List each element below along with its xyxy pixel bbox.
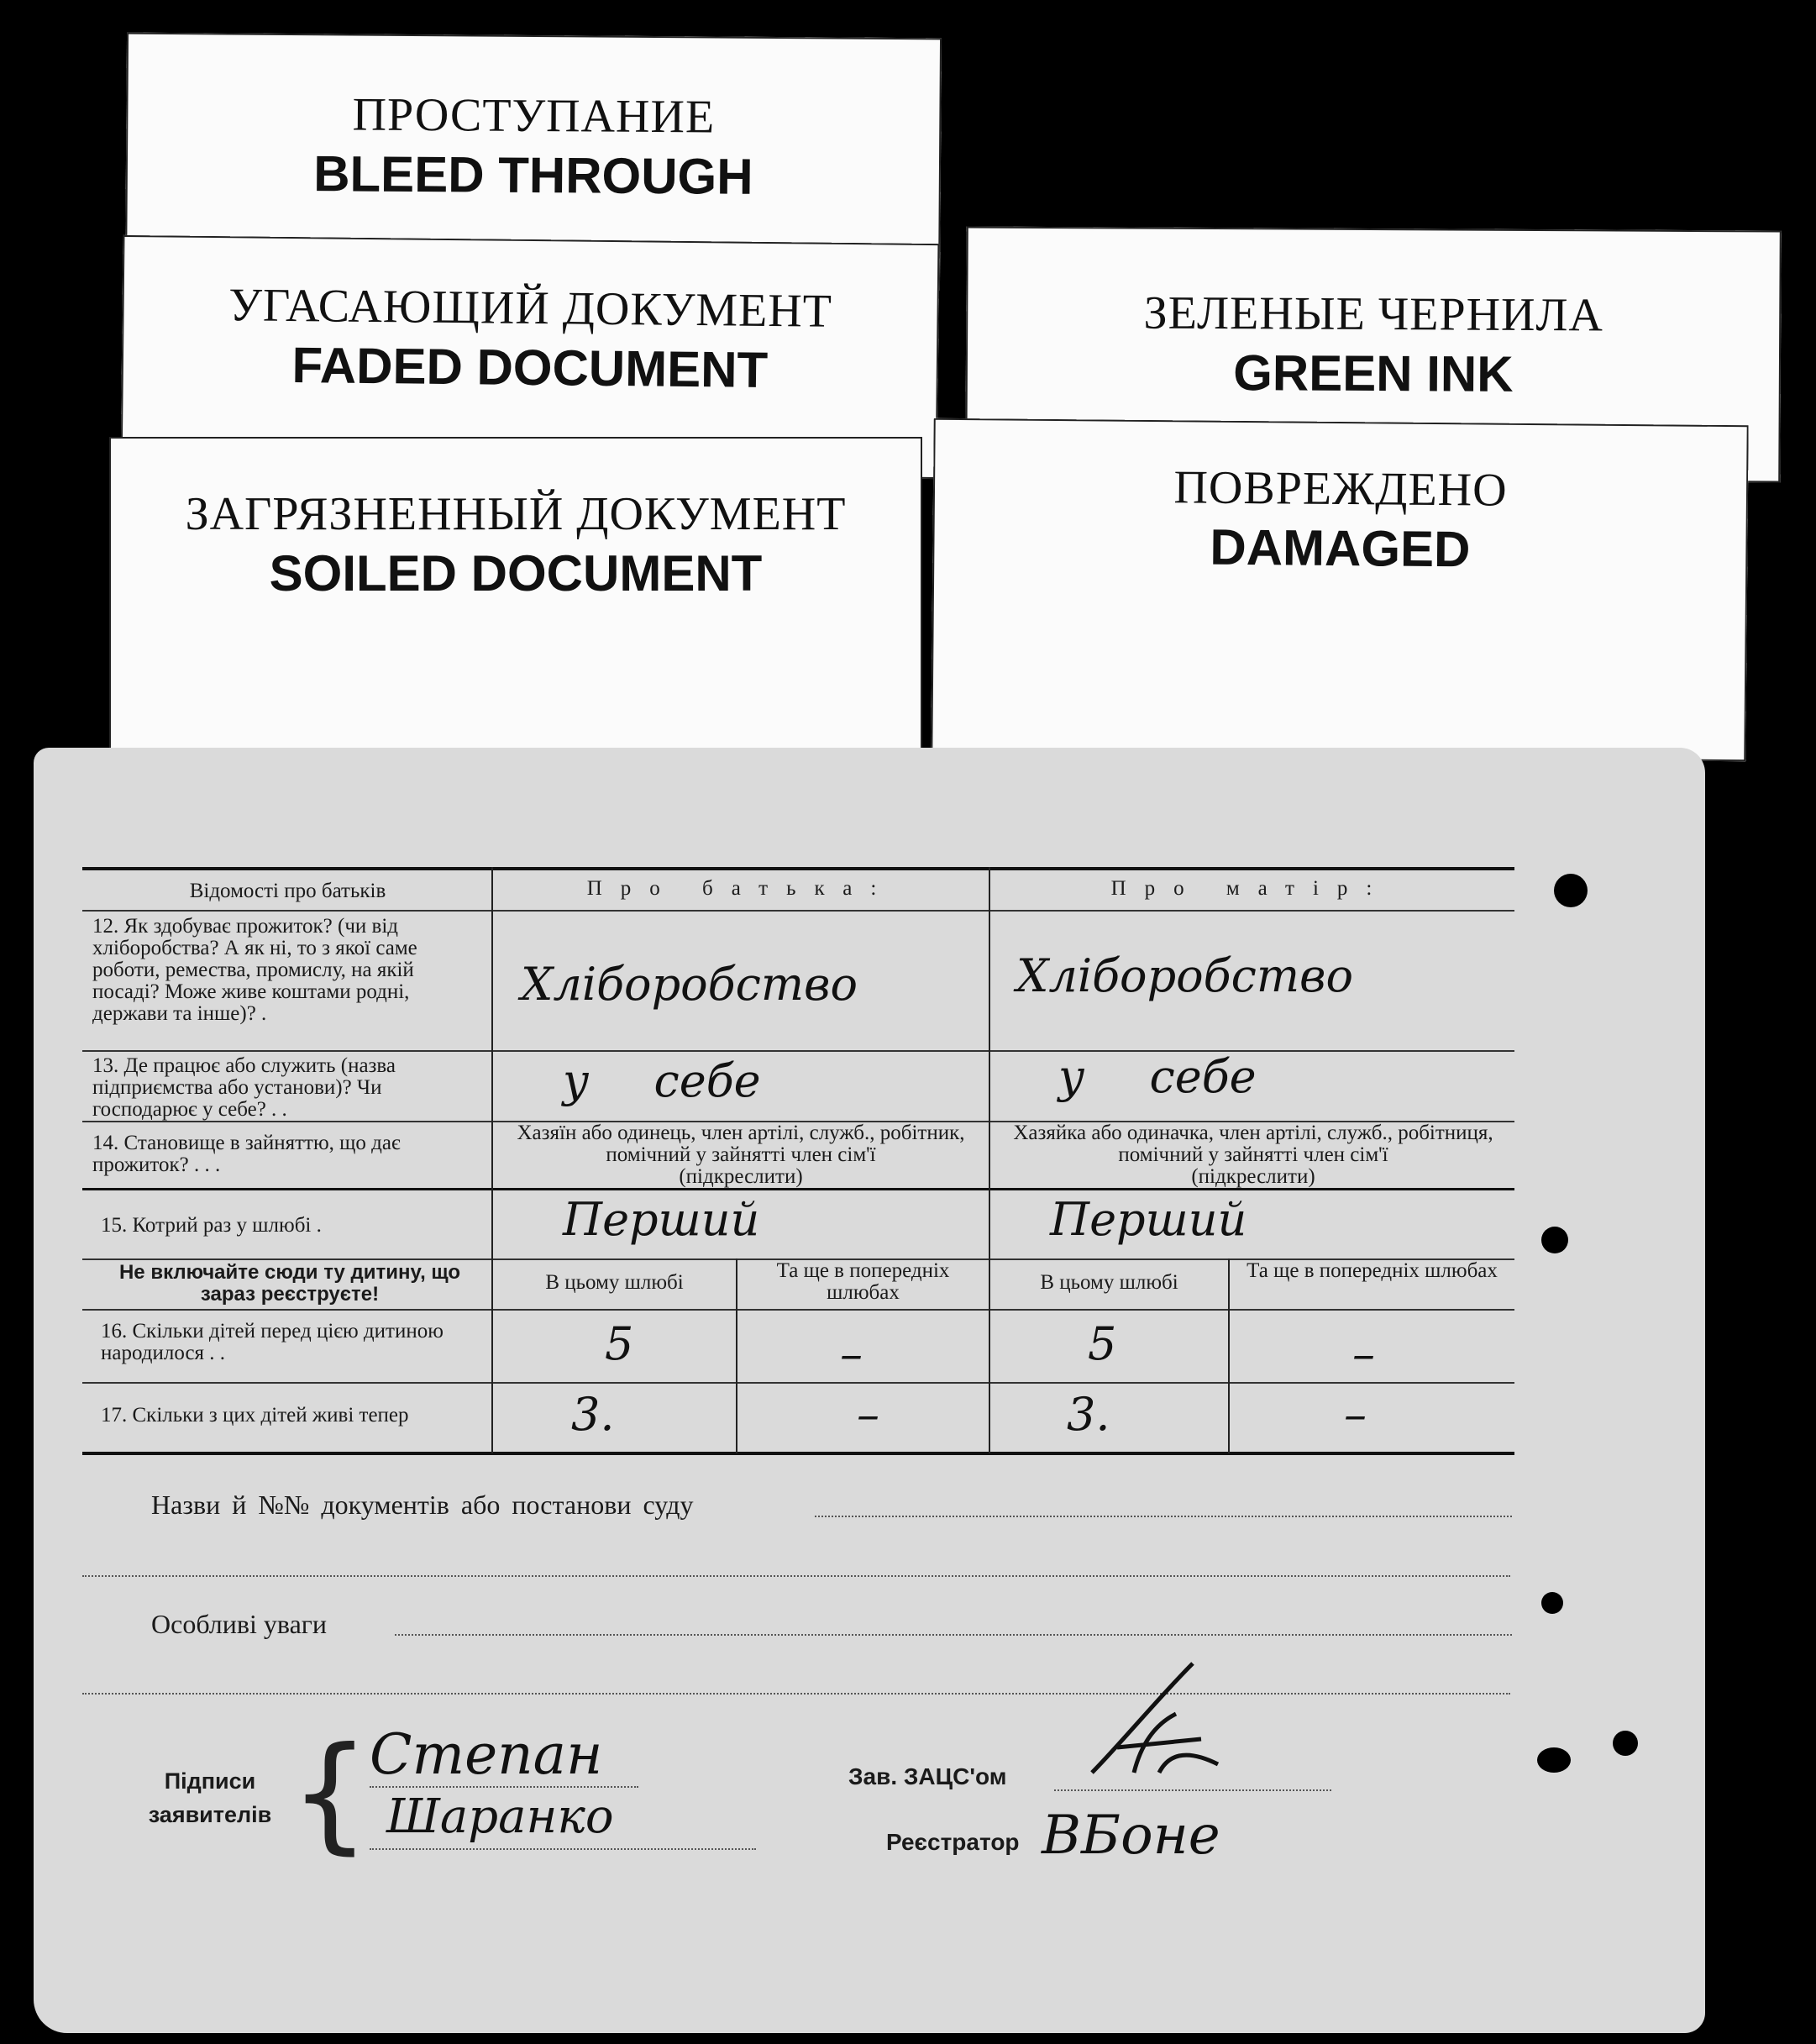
applicant-signature-1: Степан	[370, 1722, 603, 1787]
answer-16-father-this: 5	[605, 1317, 634, 1370]
answer-15-father: Перший	[563, 1193, 760, 1246]
question-15: 15. Котрий раз у шлюбі .	[101, 1214, 322, 1237]
answer-12-mother: Хліборобство	[1016, 949, 1353, 1002]
card-label-ru: ЗЕЛЕНЫЕ ЧЕРНИЛА	[1143, 286, 1604, 342]
options-14-mother: Хазяйка або одиначка, член артілі, служб., робітниця, помічний у зайнятті член сім'ї	[1013, 1122, 1493, 1166]
signatures-label: Підписи заявителів	[148, 1768, 272, 1827]
col-prev-marriages-father: Та ще в попередніх шлюбах	[776, 1259, 950, 1304]
card-label-ru: ПОВРЕЖДЕНО	[1173, 461, 1508, 517]
card-label-ru: УГАСАЮЩИЙ ДОКУМЕНТ	[228, 279, 833, 338]
answer-16-mother-prev: –	[1352, 1327, 1375, 1380]
head-signature-mark	[1084, 1647, 1235, 1798]
documents-label: Назви й №№ документів або постанови суду	[151, 1490, 694, 1520]
card-label-en: SOILED DOCUMENT	[269, 545, 763, 602]
hint-14-mother: (підкреслити)	[1191, 1165, 1315, 1188]
options-14-father: Хазяїн або одинець, член артілі, служб., робітник, помічний у зайнятті член сім'ї	[517, 1122, 965, 1166]
head-label: Зав. ЗАЦС'ом	[848, 1763, 1007, 1789]
registration-form-page	[34, 748, 1705, 2033]
card-label-ru: ЗАГРЯЗНЕННЫЙ ДОКУМЕНТ	[185, 488, 847, 540]
answer-17-father-this: 3.	[571, 1388, 615, 1441]
answer-12-father: Хліборобство	[521, 958, 858, 1011]
header-parents: Відомості про батьків	[189, 880, 386, 902]
damage-hole	[1537, 1747, 1571, 1773]
answer-15-mother: Перший	[1050, 1193, 1247, 1246]
header-mother: Про матір:	[1110, 877, 1391, 900]
remarks-label: Особливі уваги	[151, 1609, 328, 1639]
registrar-label: Реєстратор	[886, 1829, 1020, 1855]
card-label-en: BLEED THROUGH	[312, 145, 753, 205]
header-father: Про батька:	[586, 877, 895, 900]
question-16: 16. Скільки дітей перед цією дитиною народилося . .	[101, 1320, 444, 1364]
damage-hole	[1541, 1227, 1568, 1253]
col-this-marriage-father: В цьому шлюбі	[545, 1271, 684, 1294]
question-12: 12. Як здобуває прожиток? (чи від хліборобства? А як ні, то з якої саме роботи, ремества, промислу, на якій посаді? Може живе коштами родні, держави та інше)? .	[92, 915, 417, 1025]
damage-hole	[1613, 1731, 1638, 1756]
col-this-marriage-mother: В цьому шлюбі	[1040, 1271, 1178, 1294]
damage-hole	[1541, 1592, 1563, 1614]
answer-16-father-prev: –	[840, 1327, 863, 1380]
answer-17-mother-prev: –	[1344, 1388, 1367, 1441]
card-label-en: FADED DOCUMENT	[291, 337, 769, 398]
answer-17-mother-this: 3.	[1067, 1388, 1110, 1441]
answer-13-mother: у себе	[1058, 1050, 1257, 1103]
answer-13-father: у себе	[563, 1054, 761, 1107]
damage-hole	[1554, 874, 1588, 907]
label-card-soiled-document	[109, 437, 922, 756]
question-13: 13. Де працює або служить (назва підприємства або установи)? Чи господарює у себе? . .	[92, 1054, 396, 1121]
label-card-damaged	[931, 418, 1748, 761]
answer-17-father-prev: –	[857, 1388, 879, 1441]
applicant-signature-2: Шаранко	[386, 1789, 614, 1844]
card-label-en: DAMAGED	[1210, 518, 1471, 578]
answer-16-mother-this: 5	[1088, 1317, 1117, 1370]
card-label-ru: ПРОСТУПАНИЕ	[352, 88, 716, 144]
card-label-en: GREEN INK	[1233, 344, 1514, 402]
question-14: 14. Становище в зайняттю, що дає прожиток? . . .	[92, 1132, 401, 1176]
children-note: Не включайте сюди ту дитину, що зараз реєструєте!	[118, 1261, 461, 1306]
registrar-signature: ВБоне	[1042, 1805, 1220, 1867]
col-prev-marriages-mother: Та ще в попередніх шлюбах	[1247, 1259, 1498, 1282]
signature-brace: {	[290, 1721, 370, 1867]
hint-14-father: (підкреслити)	[679, 1165, 803, 1188]
question-17: 17. Скільки з цих дітей живі тепер	[101, 1404, 409, 1427]
